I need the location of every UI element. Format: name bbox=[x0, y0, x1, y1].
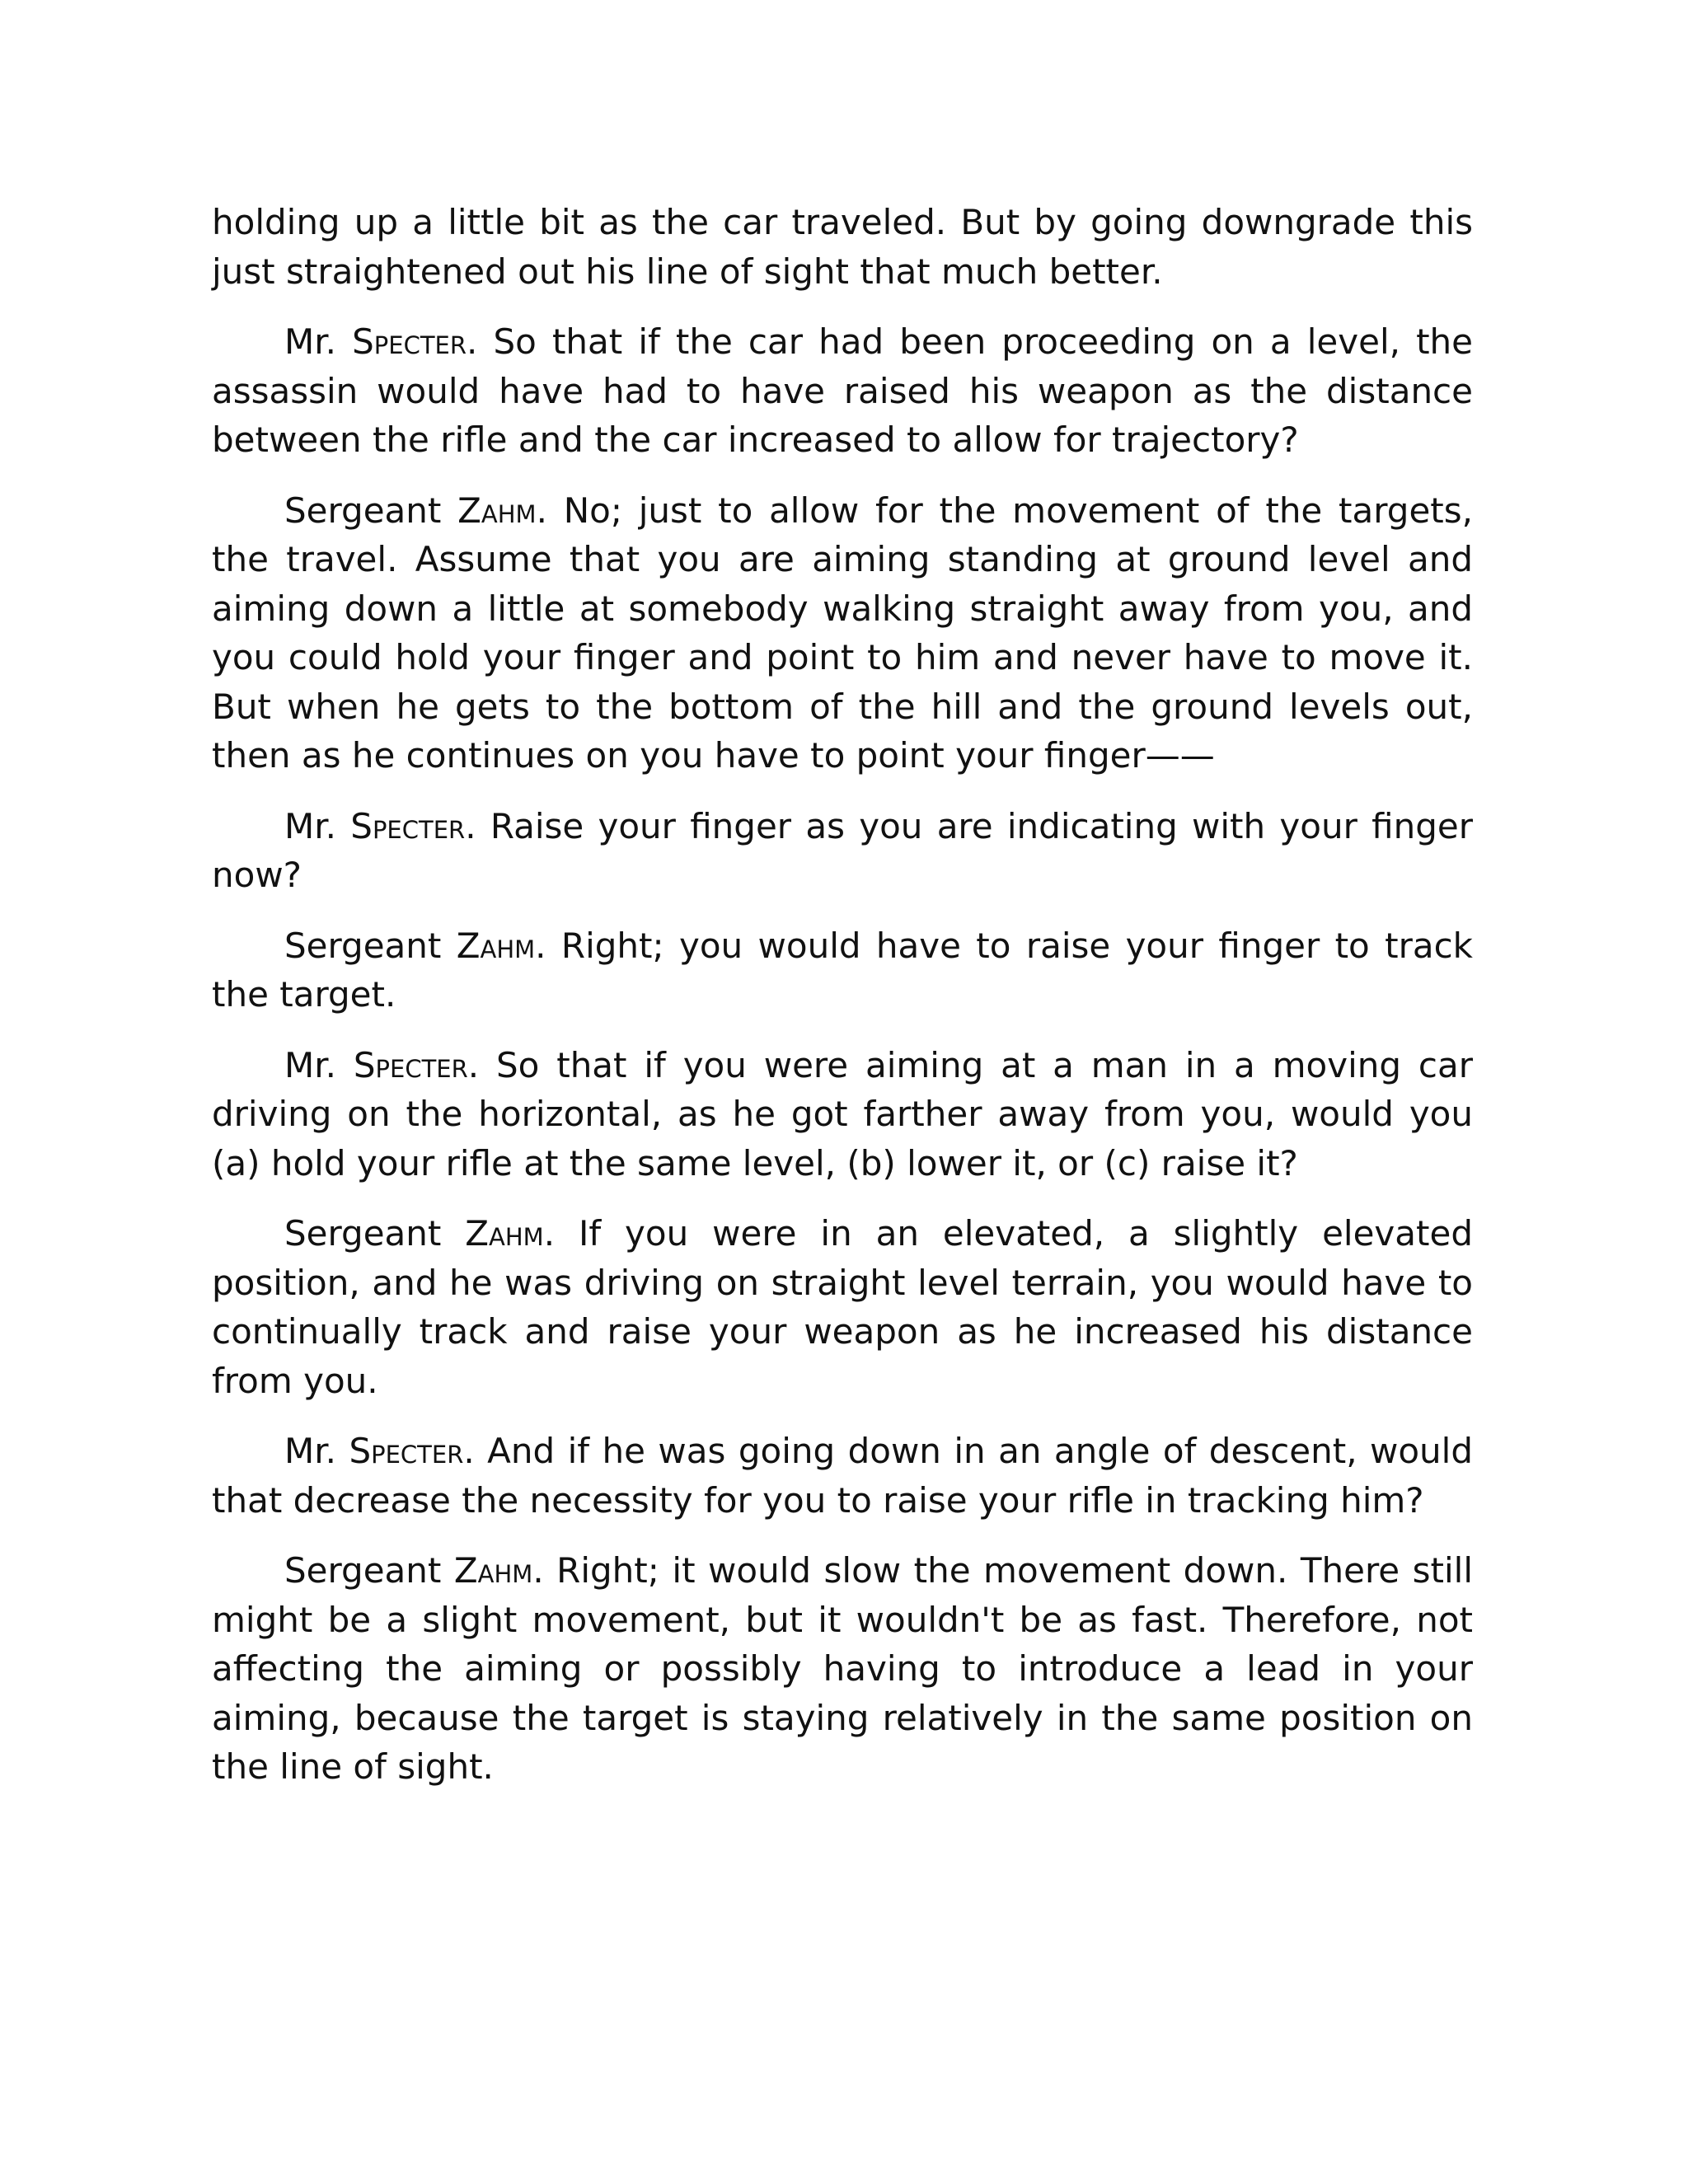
speaker-name: Specter bbox=[349, 1431, 464, 1471]
speaker-prefix: Mr. bbox=[284, 1044, 354, 1085]
speaker-prefix: Mr. bbox=[284, 805, 351, 846]
speaker-name: Specter bbox=[353, 1044, 468, 1085]
paragraph-text: . If you were in an elevated, a slightly elevated position, and he was driving on straight level terrain, you would have to continually track and raise your weapon as he increased his distance from you. bbox=[212, 1213, 1473, 1401]
speaker-name: Specter bbox=[350, 805, 466, 846]
speaker-prefix: Sergeant bbox=[284, 925, 457, 966]
testimony-paragraph bbox=[212, 1427, 1473, 1525]
testimony-paragraph bbox=[212, 486, 1473, 780]
paragraph-text: . Right; it would slow the movement down. There still might be a slight movement, but it wouldn't be as fast. Therefore, not affecting the aiming or possibly having to introduce a lead in your aiming, because the target is staying relatively in the same position on the line of sight. bbox=[212, 1550, 1473, 1787]
paragraph-text: . No; just to allow for the movement of the targets, the travel. Assume that you are aiming standing at ground level and aiming down a little at somebody walking straight away from you, and you could hold your finger and point to him and never have to move it. But when he gets to the bottom of the hill and the ground levels out, then as he continues on you have to point your finger—— bbox=[212, 490, 1473, 776]
speaker-prefix: Sergeant bbox=[284, 1213, 466, 1254]
testimony-paragraph bbox=[212, 1041, 1473, 1188]
paragraph-continuation bbox=[212, 198, 1473, 296]
speaker-prefix: Sergeant bbox=[284, 1550, 454, 1591]
testimony-paragraph bbox=[212, 1209, 1473, 1405]
speaker-name: Zahm bbox=[457, 490, 537, 531]
testimony-paragraph bbox=[212, 1546, 1473, 1792]
paragraph-text: . So that if the car had been proceeding on a level, the assassin would have had to have raised his weapon as the distance between the rifle and the car increased to allow for trajectory? bbox=[212, 321, 1473, 460]
paragraph-text: . Raise your finger as you are indicating with your finger now? bbox=[212, 805, 1473, 895]
testimony-paragraph bbox=[212, 921, 1473, 1019]
speaker-prefix: Mr. bbox=[284, 321, 353, 362]
paragraph-text: . So that if you were aiming at a man in a moving car driving on the horizontal, as he got farther away from you, would you (a) hold your rifle at the same level, (b) lower it, or (c) raise it? bbox=[212, 1044, 1473, 1183]
speaker-prefix: Mr. bbox=[284, 1431, 349, 1471]
testimony-paragraph bbox=[212, 802, 1473, 900]
speaker-name: Zahm bbox=[456, 925, 536, 966]
speaker-name: Zahm bbox=[453, 1550, 533, 1591]
testimony-paragraph bbox=[212, 317, 1473, 465]
speaker-prefix: Sergeant bbox=[284, 490, 458, 531]
paragraph-text: . And if he was going down in an angle of descent, would that decrease the necessity for you to raise your rifle in tracking him? bbox=[212, 1431, 1473, 1521]
speaker-name: Zahm bbox=[465, 1213, 544, 1254]
paragraph-text: holding up a little bit as the car traveled. But by going downgrade this just straightened out his line of sight that much better. bbox=[212, 202, 1473, 292]
document-page bbox=[212, 198, 1473, 1813]
paragraph-text: . Right; you would have to raise your finger to track the target. bbox=[212, 925, 1473, 1015]
speaker-name: Specter bbox=[352, 321, 467, 362]
